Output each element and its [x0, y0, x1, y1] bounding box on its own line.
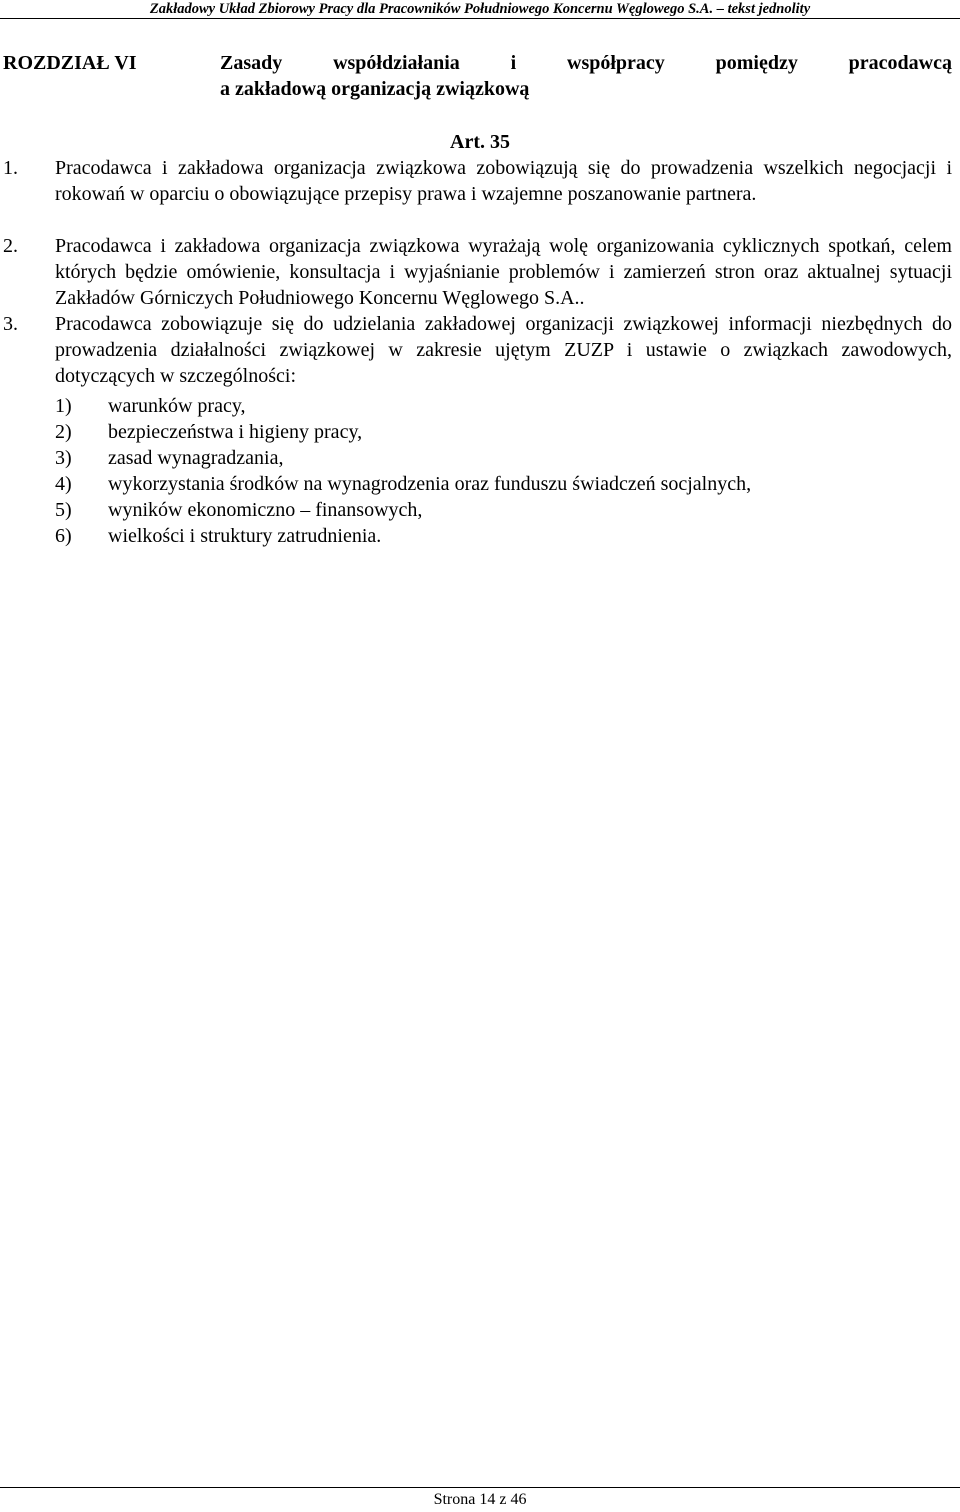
- chapter-title-line2: a zakładową organizacją związkową: [220, 78, 530, 100]
- list-item-number: 3): [55, 447, 72, 469]
- list-item-text: warunków pracy,: [108, 395, 246, 417]
- paragraph-number: 1.: [3, 157, 18, 179]
- list-item-number: 1): [55, 395, 72, 417]
- paragraph-text: Pracodawca zobowiązuje się do udzielania zakładowej organizacji związkowej informacji niezbędnych do prowadzenia działalności związkowej w zakresie ujętym ZUZP i ustawie o związkach zawodowych, dotyczących w szczególności:: [55, 313, 952, 387]
- list-item-text: wielkości i struktury zatrudnienia.: [108, 525, 382, 547]
- footer-rule: [0, 1487, 960, 1488]
- paragraph-number: 2.: [3, 235, 18, 257]
- running-header: Zakładowy Układ Zbiorowy Pracy dla Pracowników Południowego Koncernu Węglowego S.A. – tekst jednolity: [149, 1, 811, 17]
- list-item: [55, 445, 283, 471]
- paragraph-3: [3, 311, 952, 389]
- list-item-text: bezpieczeństwa i higieny pracy,: [108, 421, 363, 443]
- list-item-text: wykorzystania środków na wynagrodzenia oraz funduszu świadczeń socjalnych,: [108, 473, 752, 495]
- chapter-label: ROZDZIAŁ VI: [3, 52, 137, 74]
- list-item-text: zasad wynagradzania,: [108, 447, 284, 469]
- list-item-text: wyników ekonomiczno – finansowych,: [108, 499, 423, 521]
- list-item: [55, 419, 362, 445]
- paragraph-1: [3, 155, 952, 207]
- chapter-title-line1: Zasady współdziałania i współpracy pomiędzy pracodawcą: [220, 52, 952, 74]
- paragraph-number: 3.: [3, 313, 18, 335]
- list-item: [55, 497, 422, 523]
- list-item-number: 5): [55, 499, 72, 521]
- list-item-number: 6): [55, 525, 72, 547]
- page-number: Strona 14 z 46: [433, 1491, 527, 1508]
- list-item: [55, 393, 246, 419]
- list-item-number: 4): [55, 473, 72, 495]
- article-title: Art. 35: [450, 131, 510, 153]
- list-item-number: 2): [55, 421, 72, 443]
- header-rule: [0, 18, 960, 19]
- paragraph-text: Pracodawca i zakładowa organizacja związkowa zobowiązują się do prowadzenia wszelkich negocjacji i rokowań w oparciu o obowiązujące przepisy prawa i wzajemne poszanowanie partnera.: [55, 157, 952, 205]
- paragraph-text: Pracodawca i zakładowa organizacja związkowa wyrażają wolę organizowania cyklicznych spotkań, celem których będzie omówienie, konsultacja i wyjaśnianie problemów i zamierzeń stron oraz aktualnej sytuacji Zakładów Górniczych Południowego Koncernu Węglowego S.A..: [55, 235, 952, 309]
- list-item: [55, 471, 751, 497]
- list-item: [55, 523, 381, 549]
- paragraph-2: [3, 233, 952, 311]
